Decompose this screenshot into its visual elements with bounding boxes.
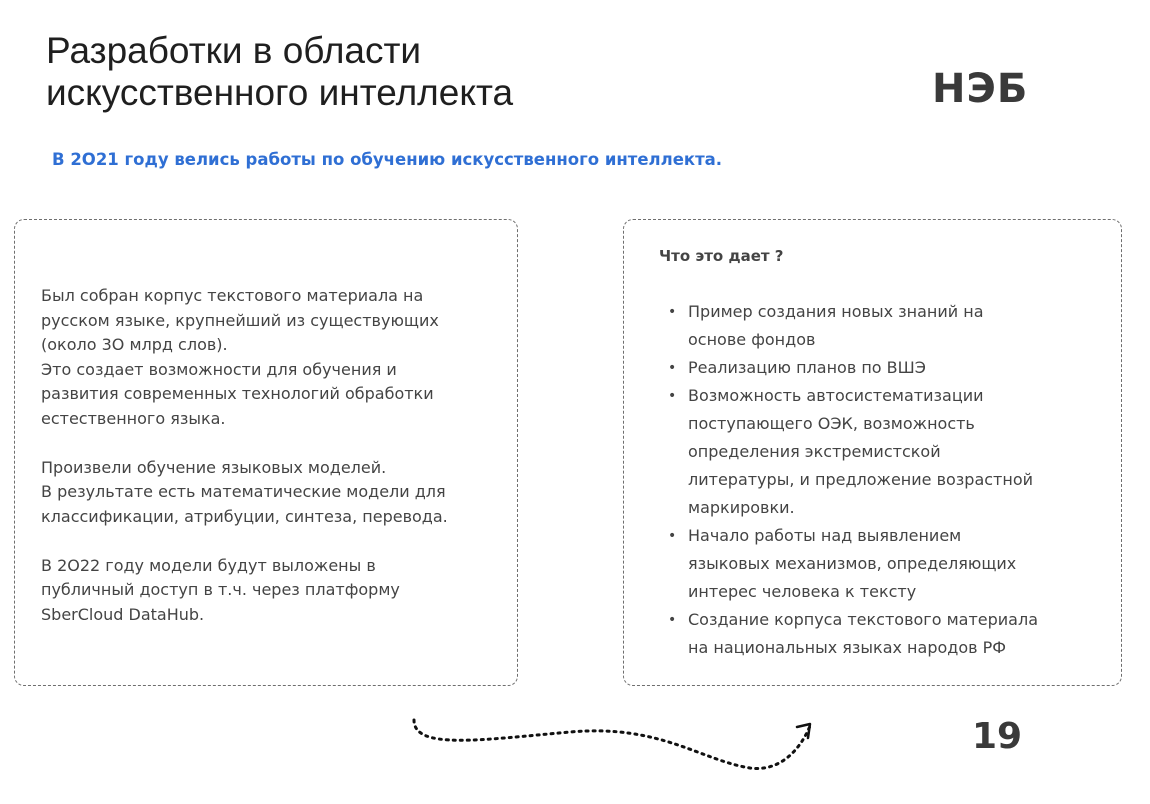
list-item-text: Пример создания новых знаний на основе фондов <box>688 302 984 349</box>
logo: НЭБ <box>932 66 1029 112</box>
list-item <box>668 298 1088 354</box>
left-paragraph: Был собран корпус текстового материала на русском языке, крупнейший из существующих (около 3О млрд слов). Это создает возможности для обучения и развития современных технологий обработки естественного языка. <box>41 286 439 428</box>
bullet-icon: • <box>668 528 677 544</box>
list-item-text: Возможность автосистематизации поступающего ОЭК, возможность определения экстремистской литературы, и предложение возрастной маркировки. <box>688 386 1034 517</box>
page-title-line2: искусственного интеллекта <box>46 72 514 113</box>
subtitle: В 2О21 году велись работы по обучению искусственного интеллекта. <box>52 150 723 169</box>
dotted-arrow-icon <box>400 710 820 780</box>
list-item-text: Реализацию планов по ВШЭ <box>688 358 926 377</box>
right-card-heading: Что это дает ? <box>659 247 784 265</box>
left-paragraph: В 2О22 году модели будут выложены в публичный доступ в т.ч. через платформу SberCloud DataHub. <box>41 555 400 624</box>
bullet-icon: • <box>668 388 677 404</box>
benefits-list <box>668 298 1088 662</box>
list-item-text: Создание корпуса текстового материала на национальных языках народов РФ <box>688 610 1039 657</box>
left-card-text <box>41 284 501 627</box>
list-item <box>668 382 1088 522</box>
page-title <box>46 30 513 114</box>
page-number: 19 <box>972 716 1023 757</box>
left-card <box>14 219 518 686</box>
list-item <box>668 606 1088 662</box>
list-item-text: Начало работы над выявлением языковых механизмов, определяющих интерес человека к тексту <box>688 526 1017 601</box>
page-title-line1: Разработки в области <box>46 30 422 71</box>
list-item <box>668 354 1088 382</box>
bullet-icon: • <box>668 304 677 320</box>
bullet-icon: • <box>668 360 677 376</box>
left-paragraph: Произвели обучение языковых моделей. В результате есть математические модели для классификации, атрибуции, синтеза, перевода. <box>41 457 448 526</box>
bullet-icon: • <box>668 612 677 628</box>
right-card <box>623 219 1122 686</box>
list-item <box>668 522 1088 606</box>
